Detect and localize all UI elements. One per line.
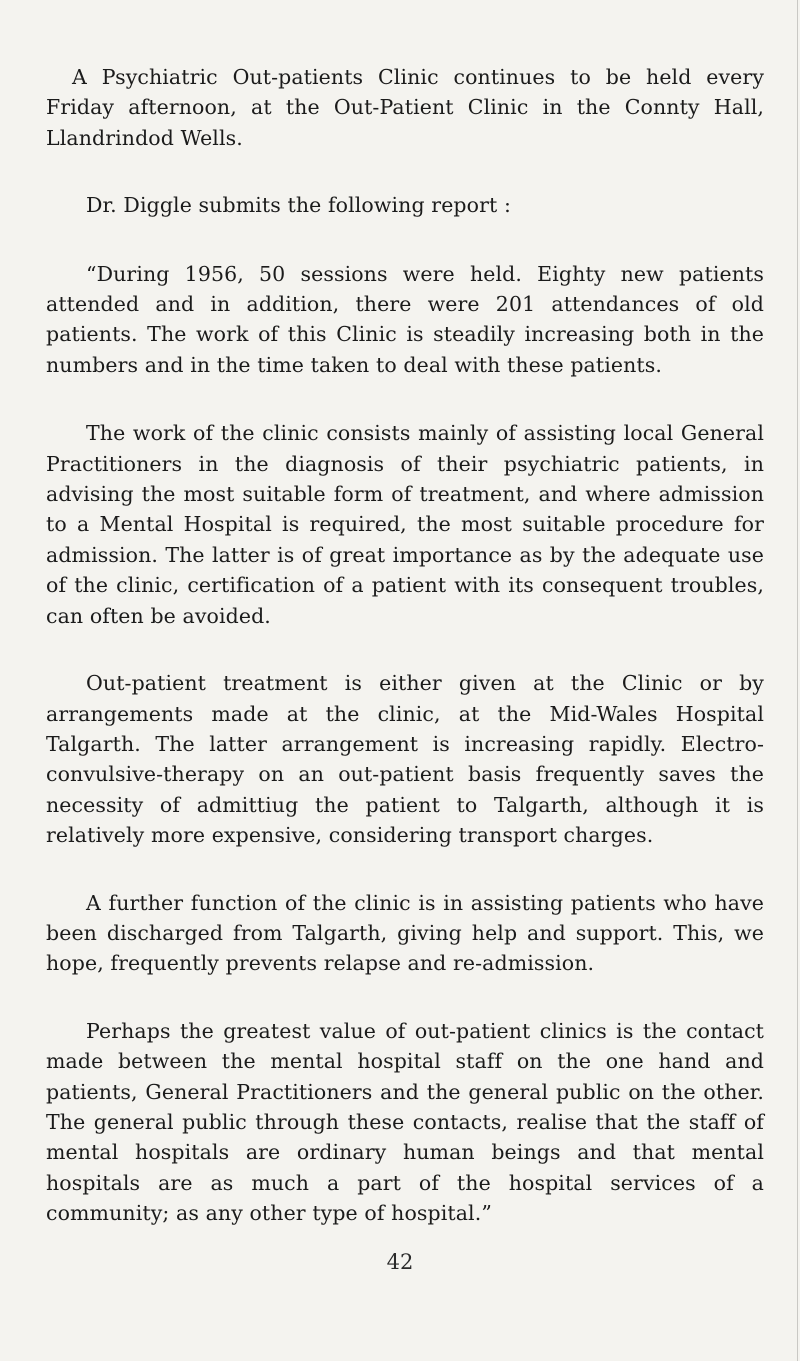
paragraph-clinic-work: The work of the clinic consists mainly of assisting local General Practitioners in the diagnosis of their psychiatric patients, in advising the most suitable form of treatment, and where admission to a Mental Hospital is required, the most suitable procedure for admission. The latter is of great importance as by the adequate use of the clinic, certification of a patient with its consequent troubles, can often be avoided. (46, 421, 764, 628)
page-edge-divider (797, 0, 798, 1361)
paragraph-sessions-1956: “During 1956, 50 sessions were held. Eighty new patients attended and in addition, there were 201 attendances of old patients. The work of this Clinic is steadily increasing both in the numbers and in the time taken to deal with these patients. (46, 261, 764, 377)
page-number: 42 (386, 1250, 414, 1274)
paragraph-outpatient-treatment: Out-patient treatment is either given at the Clinic or by arrangements made at the clinic, at the Mid-Wales Hospital Talgarth. The latter arrangement is increasing rapidly. Electro-convulsive-therapy on an out-patient basis frequently saves the necessity of admittiug the patient to Talgarth, although it is relatively more expensive, considering transport charges. (46, 671, 764, 848)
paragraph-clinic-intro: A Psychiatric Out-patients Clinic continues to be held every Friday afternoon, at the Out-Patient Clinic in the Connty Hall, Llandrindod Wells. (46, 65, 764, 150)
paragraph-report-intro: Dr. Diggle submits the following report : (86, 193, 511, 218)
paragraph-greatest-value: Perhaps the greatest value of out-patient clinics is the contact made between the mental hospital staff on the one hand and patients, General Practitioners and the general public on the other. The general public through these contacts, realise that the staff of mental hospitals are ordinary human beings and that mental hospitals are as much a part of the hospital services of a community; as any other type of hospital.” (46, 1018, 764, 1226)
document-page (46, 62, 764, 1229)
paragraph-further-function: A further function of the clinic is in assisting patients who have been discharged from Talgarth, giving help and support. This, we hope, frequently prevents relapse and re-admission. (46, 890, 764, 976)
